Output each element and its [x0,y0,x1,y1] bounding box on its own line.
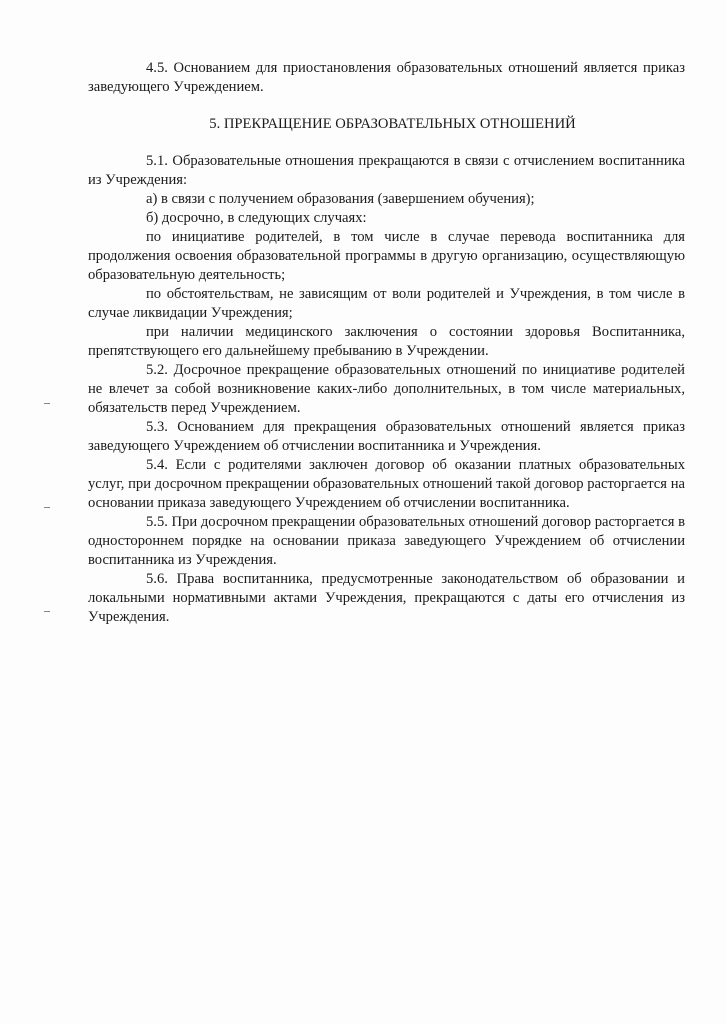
paragraph-4-5: 4.5. Основанием для приостановления образовательных отношений является приказ заведующего Учреждением. [88,60,685,95]
section-heading: 5. ПРЕКРАЩЕНИЕ ОБРАЗОВАТЕЛЬНЫХ ОТНОШЕНИЙ [209,116,576,132]
paragraph-5-3: 5.3. Основанием для прекращения образовательных отношений является приказ заведующего Учреждением об отчислении воспитанника и Учреждения. [88,419,685,454]
paragraph-5-1-b-item-1: по инициативе родителей, в том числе в случае перевода воспитанника для продолжения освоения образовательной программы в другую организацию, осуществляющую образовательную деятельность; [88,229,685,283]
paragraph-5-1: 5.1. Образовательные отношения прекращаются в связи с отчислением воспитанника из Учреждения: [88,153,685,188]
paragraph-5-4: 5.4. Если с родителями заключен договор об оказании платных образовательных услуг, при досрочном прекращении образовательных отношений такой договор расторгается на основании приказа заведующего Учреждением об отчислении воспитанника. [88,457,685,511]
paragraph-5-6: 5.6. Права воспитанника, предусмотренные законодательством об образовании и локальными нормативными актами Учреждения, прекращаются с даты его отчисления из Учреждения. [88,571,685,625]
margin-mark [44,507,50,508]
paragraph-5-1-a: а) в связи с получением образования (завершением обучения); [146,191,535,207]
margin-mark [44,403,50,404]
paragraph-5-1-b: б) досрочно, в следующих случаях: [146,210,367,226]
paragraph-5-1-b-item-2: по обстоятельствам, не зависящим от воли родителей и Учреждения, в том числе в случае ликвидации Учреждения; [88,286,685,321]
paragraph-5-1-b-item-3: при наличии медицинского заключения о состоянии здоровья Воспитанника, препятствующего его дальнейшему пребыванию в Учреждении. [88,324,685,359]
paragraph-5-5: 5.5. При досрочном прекращении образовательных отношений договор расторгается в одностороннем порядке на основании приказа заведующего Учреждением об отчислении воспитанника из Учреждения. [88,514,685,568]
margin-mark [44,611,50,612]
paragraph-5-2: 5.2. Досрочное прекращение образовательных отношений по инициативе родителей не влечет за собой возникновение каких-либо дополнительных, в том числе материальных, обязательств перед Учреждением. [88,362,685,416]
document-body [88,59,685,627]
